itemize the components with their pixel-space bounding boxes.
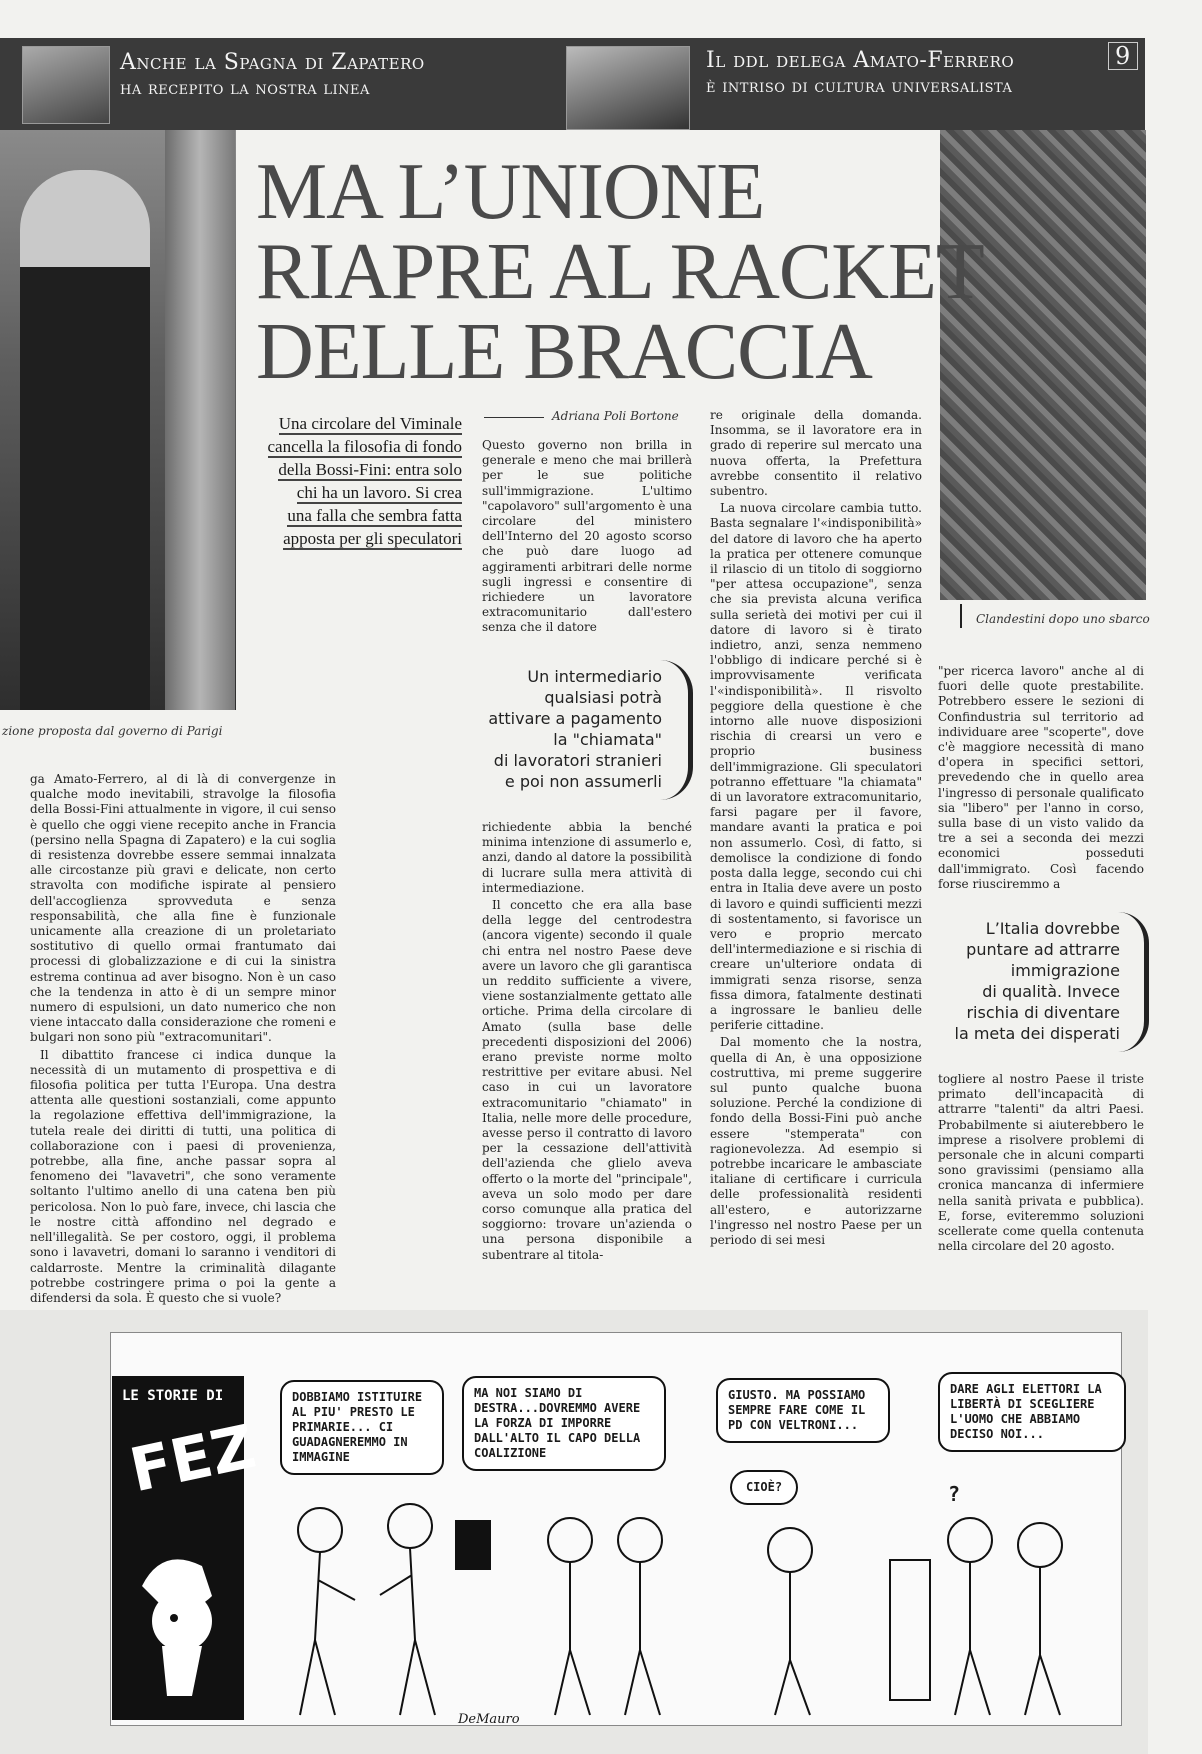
speech-bubble-1: DOBBIAMO ISTITUIRE AL PIU' PRESTO LE PRIMARIE... CI GUADAGNEREMMO IN IMMAGINE bbox=[280, 1380, 444, 1475]
deck bbox=[250, 412, 462, 550]
deck-line: della Bossi-Fini: entra solo bbox=[278, 460, 462, 479]
column-d-bottom bbox=[938, 1072, 1144, 1262]
quote-line: immigrazione bbox=[1010, 961, 1120, 980]
series-label: LE STORIE DI bbox=[122, 1388, 224, 1404]
quote-1-bracket bbox=[660, 660, 693, 800]
left-photo-caption: zione proposta dal governo di Parigi bbox=[2, 724, 223, 738]
paragraph: togliere al nostro Paese il triste primato dell'incapacità di attrarre "talenti" da altri Paesi. Probabilmente si aiuterebbero le imprese a risolvere problemi di personale che in alcuni comparti sono gravissimi (pensiamo alla cronica mancanza di infermiere nella sanità privata e pubblica). E, forse, eviteremmo soluzioni scellerate come quella contenuta nella circolare del 20 agosto. bbox=[938, 1072, 1144, 1254]
right-photo-caption: Clandestini dopo uno sbarco bbox=[976, 612, 1150, 626]
pull-quote-2 bbox=[926, 918, 1120, 1044]
paragraph: La nuova circolare cambia tutto. Basta segnalare l'«indisponibilità» del datore di lavoro che ha aperto la pratica per ottenere comunque il rilascio di un titolo di soggiorno "per attesa occupazione", senza che sia prevista alcuna verifica sulla serietà dei motivi per cui il datore di lavoro si è tirato indietro, anzi, senza nemmeno l'obbligo di indicare perché si è improvvisamente verificata l'«indisponibilità». Il risvolto peggiore della questione è che intorno alle nuove disposizioni rischia di crearsi un vero e proprio business dell'immigrazione. Gli speculatori potranno effettuare "la chiamata" di un lavoratore extracomunitario, farsi pagare per il favore, mandare avanti la pratica e poi non assumerlo. Così, di fatto, si demolisce la condizione di fondo posta dalla legge, secondo cui chi entra in Italia deve avere un posto di lavoro e quindi sufficienti mezzi di sostentamento, si favorisce un vero e proprio mercato dell'intermediazione e si rischia di creare un'ulteriore ondata di immigrati senza risorse, senza fissa dimora, fatalmente destinati a ingrossare le banlieu delle periferie cittadine. bbox=[710, 501, 922, 1033]
headline-line3: DELLE BRACCIA bbox=[256, 308, 872, 396]
sarkozy-photo bbox=[0, 130, 236, 710]
deck-line: apposta per gli speculatori bbox=[283, 529, 462, 548]
deck-line: chi ha un lavoro. Si crea bbox=[296, 483, 462, 502]
cartoon-strip bbox=[0, 1310, 1148, 1754]
deck-line: Una circolare del Viminale bbox=[278, 414, 462, 433]
quote-line: di lavoratori stranieri bbox=[493, 751, 662, 770]
quote-line: rischia di diventare bbox=[966, 1003, 1120, 1022]
amato-thumbnail bbox=[566, 46, 690, 130]
quote-2-bracket bbox=[1118, 912, 1149, 1052]
quote-line: e poi non assumerli bbox=[504, 772, 662, 791]
quote-line: puntare ad attrarre bbox=[966, 940, 1120, 959]
quote-line: la "chiamata" bbox=[553, 730, 662, 749]
fez-character-icon bbox=[122, 1526, 234, 1706]
byline-rule bbox=[484, 417, 544, 418]
quote-line: la meta dei disperati bbox=[954, 1024, 1120, 1043]
paragraph: ga Amato-Ferrero, al di là di convergenze in qualche modo inevitabili, stravolge la filosofia della Bossi-Fini attualmente in vigore, il cui senso è quello che oggi viene recepito anche in Francia (persino nella Spagna di Zapatero) e la cui soglia di resistenza dovrebbe essere semmai innalzata alle circostanze più gravi e delicate, non certo stravolta con modifiche ispirate al pensiero dell'accoglienza sprovveduta e senza responsabilità, che alla fine è funzionale unicamente alla creazione di un proletariato sostitutivo di quello ormai frantumato dai processi di globalizzazione e di cui la sinistra estrema continua ad aver bisogno. Non è un caso che la tendenza in atto è di un sempre minor numero di espulsioni, un dato numerico che non viene intaccato dalla considerazione che romeni e bulgari non sono più "extracomunitari". bbox=[30, 772, 336, 1045]
speech-bubble-3: GIUSTO. MA POSSIAMO SEMPRE FARE COME IL PD CON VELTRONI... bbox=[716, 1378, 890, 1443]
speech-bubble-4: CIOÈ? bbox=[730, 1470, 798, 1505]
header-left-line2: ha recepito la nostra linea bbox=[120, 78, 370, 99]
fez-title-box bbox=[112, 1376, 262, 1720]
photo-figure bbox=[20, 170, 150, 710]
deck-line: cancella la filosofia di fondo bbox=[267, 437, 462, 456]
top-header-bar bbox=[0, 38, 1145, 130]
paragraph: "per ricerca lavoro" anche al di fuori delle quote prestabilite. Potrebbero essere le sezioni di Confindustria sul territorio ad individuare aree "scoperte", dove c'è maggiore necessità di mano d'opera in specifici settori, prevedendo che in quello area l'ingresso di personale qualificato sia "libero" per l'anno in corso, sulla base di un visto valido da tre a sei a seconda dei mezzi economici posseduti dall'immigrato. Così facendo forse riusciremmo a bbox=[938, 664, 1144, 891]
paragraph: Il dibattito francese ci indica dunque la necessità di un mutamento di prospettiva e di filosofia politica per tutta l'Europa. Una destra attenta alle questioni sostanziali, come appunto la regolazione effettiva dell'immigrazione, la tutela reale dei diritti di tutti, una politica di collaborazione con i paesi di provenienza, potrebbe, alla fine, anche passar sopra al fenomeno dei "lavavetri", che sono veramente soltanto l'ultimo anello di una catena ben più pericolosa. Non lo può fare, invece, chi lascia che le nostre città affondino nel degrado e nell'illegalità. Se per costoro, oggi, il problema sono i lavavetri, domani lo saranno i venditori di caldarroste. Mentre la criminalità dilagante potrebbe costringere prima o poi la gente a difendersi da sola. È questo che si vuole? bbox=[30, 1047, 336, 1305]
paragraph: Il concetto che era alla base della legge del centrodestra (ancora vigente) secondo il quale chi entra nel nostro Paese deve avere un lavoro che gli garantisca un reddito sufficiente a vivere, viene sostanzialmente gettato alle ortiche. Prima della circolare di Amato (sulla base delle precedenti disposizioni del 2006) erano previste norme molto restrittive per evitare abusi. Nel caso in cui un lavoratore extracomunitario "chiamato" in Italia, nelle more delle procedure, avesse perso il contratto di lavoro per la cessazione dell'attività dell'azienda che glielo aveva offerto o la morte del "principale", aveva un solo modo per dare corso comunque alla pratica del soggiorno: trovare un'azienda o una persona disponibile a subentrare al titola- bbox=[482, 898, 692, 1262]
quote-line: attivare a pagamento bbox=[488, 709, 662, 728]
paragraph: Dal momento che la nostra, quella di An, è una opposizione costruttiva, mi preme suggerire sul punto qualche buona soluzione. Perché la condizione di fondo della Bossi-Fini può anche essere "stemperata" con ragionevolezza. Ad esempio si potrebbe incaricare le ambasciate italiane di certificare i curricula delle professionalità residenti all'estero, e autorizzarne l'ingresso nel nostro Paese per un periodo di sei mesi bbox=[710, 1035, 922, 1247]
cartoon-characters-right bbox=[740, 1500, 1110, 1720]
paragraph: richiedente abbia la benché minima intenzione di assumerlo e, anzi, dando al datore la possibilità di lucrare sulla mera attività di intermediazione. bbox=[482, 820, 692, 895]
byline: Adriana Poli Bortone bbox=[552, 409, 679, 423]
speech-bubble-5: DARE AGLI ELETTORI LA LIBERTÀ DI SCEGLIERE L'UOMO CHE ABBIAMO DECISO NOI... bbox=[938, 1372, 1126, 1452]
header-right-line1: Il ddl delega Amato-Ferrero bbox=[706, 48, 1015, 73]
zapatero-thumbnail bbox=[22, 46, 110, 124]
photo-column bbox=[165, 130, 235, 710]
paragraph: re originale della domanda. Insomma, se il lavoratore era in grado di reperire sul mercato una nuova offerta, la Prefettura avrebbe consentito il relativo subentro. bbox=[710, 408, 922, 499]
paragraph: Questo governo non brilla in generale e meno che mai brillerà per le sue politiche sull'immigrazione. L'ultimo "capolavoro" sull'argomento è una circolare del ministero dell'Interno del 20 agosto scorso che può dare luogo ad aggiramenti arbitrari delle norme sugli ingressi e consentire di richiedere un lavoratore extracomunitario dall'estero senza che il datore bbox=[482, 438, 692, 635]
page-number: 9 bbox=[1108, 42, 1138, 70]
cartoon-characters-middle bbox=[520, 1490, 690, 1720]
landing-photo bbox=[940, 130, 1146, 600]
column-c bbox=[710, 408, 922, 1262]
headline-line2: RIAPRE AL RACKET bbox=[256, 228, 984, 316]
header-right-line2: è intriso di cultura universalista bbox=[706, 76, 1013, 97]
headline-line1: MA L’UNIONE bbox=[256, 148, 765, 236]
right-caption-rule bbox=[960, 604, 962, 628]
series-title: FEZ bbox=[124, 1411, 262, 1507]
pull-quote-1 bbox=[470, 666, 662, 792]
column-d-top bbox=[938, 664, 1144, 891]
speech-bubble-2: MA NOI SIAMO DI DESTRA...DOVREMMO AVERE LA FORZA DI IMPORRE DALL'ALTO IL CAPO DELLA COALIZIONE bbox=[462, 1376, 666, 1471]
quote-line: di qualità. Invece bbox=[982, 982, 1120, 1001]
question-mark: ? bbox=[948, 1482, 961, 1506]
cartoon-characters-left bbox=[260, 1490, 500, 1720]
column-a bbox=[30, 772, 336, 1305]
header-left-line1: Anche la Spagna di Zapatero bbox=[120, 50, 425, 75]
column-b-top bbox=[482, 438, 692, 635]
cartoonist-signature: DeMauro bbox=[458, 1712, 520, 1727]
quote-line: qualsiasi potrà bbox=[544, 688, 662, 707]
quote-line: L’Italia dovrebbe bbox=[985, 919, 1120, 938]
quote-line: Un intermediario bbox=[527, 667, 662, 686]
deck-line: una falla che sembra fatta bbox=[287, 506, 462, 525]
column-b-bottom bbox=[482, 820, 692, 1262]
